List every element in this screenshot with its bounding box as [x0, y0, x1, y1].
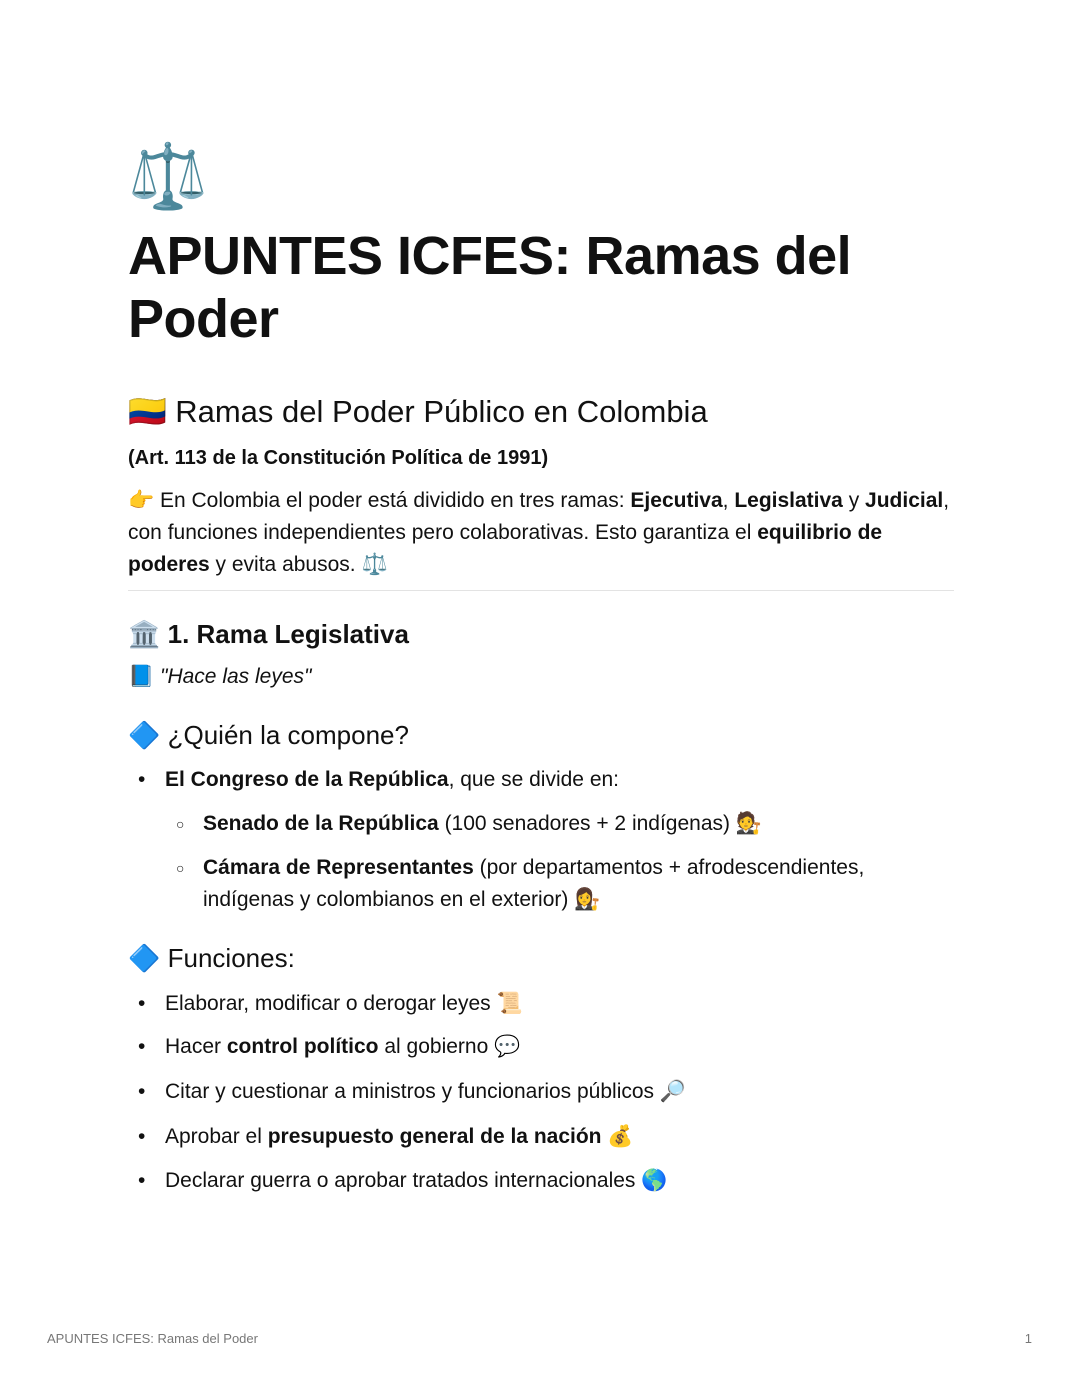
section-subtitle: (Art. 113 de la Constitución Política de 1991) [128, 447, 549, 469]
circle-bullet-icon: ○ [176, 816, 185, 832]
bullet-icon: • [138, 1035, 146, 1058]
bullet-icon: • [138, 1169, 146, 1192]
bullet-icon: • [138, 768, 146, 791]
scroll-icon: 📜 [496, 992, 523, 1015]
divider [128, 590, 954, 591]
blue-diamond-icon: 🔷 [128, 943, 161, 973]
list-item: • Citar y cuestionar a ministros y funcionarios públicos 🔎 [128, 1076, 954, 1108]
list-item: • Aprobar el presupuesto general de la nación 💰 [128, 1121, 954, 1153]
balance-scale-icon: ⚖️ [361, 553, 388, 576]
bullet-icon: • [138, 1080, 146, 1103]
composition-heading: 🔷 ¿Quién la compone? [128, 720, 409, 750]
woman-judge-icon: 👩‍⚖️ [574, 888, 601, 911]
section-heading: 🇨🇴 Ramas del Poder Público en Colombia [128, 394, 708, 429]
colombia-flag-icon: 🇨🇴 [128, 394, 167, 429]
page-title: APUNTES ICFES: Ramas del Poder [128, 226, 852, 349]
circle-bullet-icon: ○ [176, 860, 185, 876]
legislativa-quote: 📘 "Hace las leyes" [128, 665, 312, 688]
list-item: • Hacer control político al gobierno 💬 [128, 1031, 954, 1063]
list-item: • Elaborar, modificar o derogar leyes 📜 [128, 988, 954, 1020]
globe-icon: 🌎 [641, 1169, 668, 1192]
page-number: 1 [1024, 1331, 1032, 1346]
list-item: ○ Cámara de Representantes (por departamentos + afrodescendientes, indígenas y colombianos en el exterior) 👩‍⚖️ [128, 852, 918, 916]
bullet-icon: • [138, 992, 146, 1015]
classical-building-icon: 🏛️ [128, 619, 161, 649]
bullet-icon: • [138, 1125, 146, 1148]
list-item: ○ Senado de la República (100 senadores + 2 indígenas) 🧑‍⚖️ [128, 808, 954, 840]
intro-paragraph: 👉 En Colombia el poder está dividido en tres ramas: Ejecutiva, Legislativa y Judicial, con funciones independientes pero colaborativas. Esto garantiza el equilibrio de poderes y evita abusos. ⚖️ [128, 489, 950, 576]
magnifier-icon: 🔎 [659, 1080, 687, 1103]
functions-heading: 🔷 Funciones: [128, 943, 295, 973]
blue-diamond-icon: 🔷 [128, 720, 161, 750]
speech-bubble-icon: 💬 [494, 1035, 521, 1058]
list-item: • Declarar guerra o aprobar tratados internacionales 🌎 [128, 1165, 954, 1197]
money-bag-icon: 💰 [607, 1125, 634, 1148]
balance-scale-icon: ⚖️ [128, 140, 208, 212]
legislativa-heading: 🏛️ 1. Rama Legislativa [128, 619, 409, 649]
blue-book-icon: 📘 [128, 665, 155, 688]
judge-icon: 🧑‍⚖️ [735, 812, 763, 835]
footer-title: APUNTES ICFES: Ramas del Poder [47, 1331, 258, 1346]
list-item: • El Congreso de la República, que se divide en: [128, 764, 954, 796]
pointing-hand-icon: 👉 [128, 489, 155, 512]
